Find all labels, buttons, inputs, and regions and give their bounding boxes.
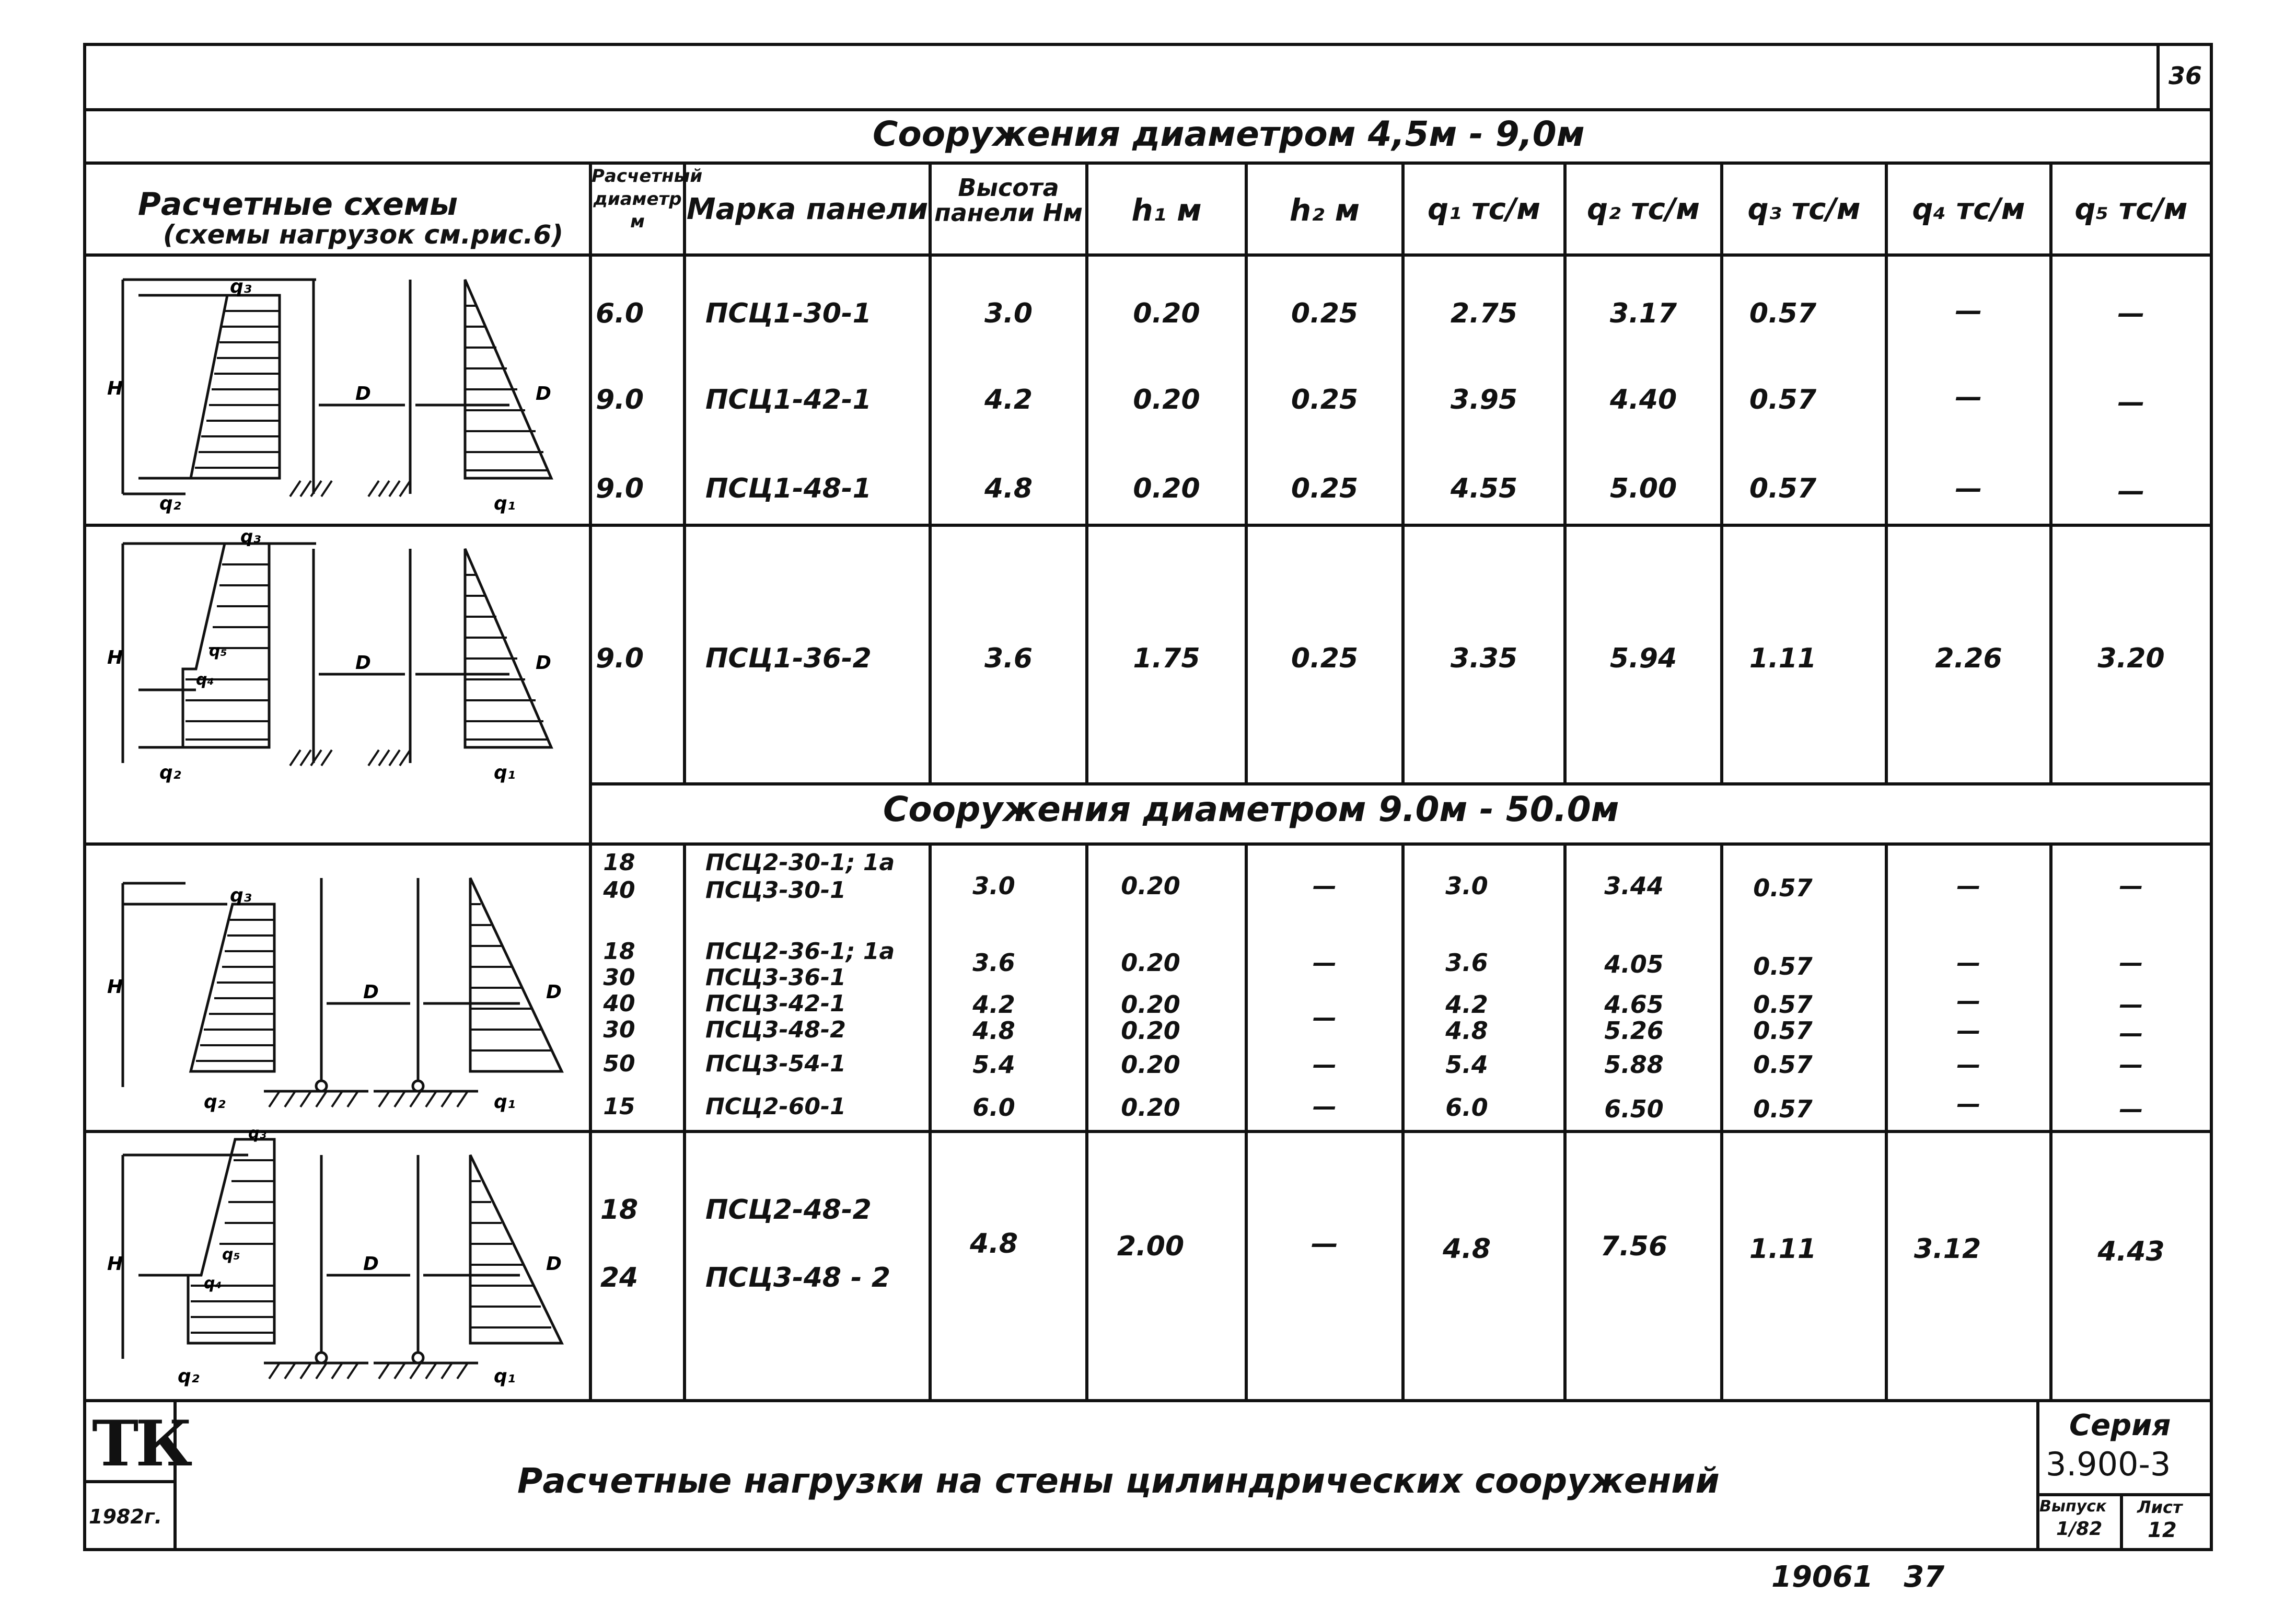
g3-q4-0: — [1956,872,1981,900]
g1-h1-0: 0.20 [1133,298,1200,329]
g3-diam-3: 30 [603,964,635,991]
sheet-value: 12 [2148,1518,2177,1542]
g3-q5-5: — [2119,1095,2143,1123]
g3-h1-1: 0.20 [1121,949,1180,977]
g1-q3-0: 0.57 [1749,298,1817,329]
g2-h2: 0.25 [1291,643,1359,674]
g4-mark-0: ПСЦ2-48-2 [705,1194,872,1226]
g3-q2-1: 4.05 [1604,950,1664,978]
g3-q3-1: 0.57 [1753,952,1813,980]
label-D-left: D [363,981,379,1003]
label-q3: q₃ [248,1124,266,1142]
g2-q5: 3.20 [2097,643,2165,674]
g3-diam-7: 15 [603,1093,635,1120]
label-D-right: D [536,383,551,405]
g1-diam-2: 9.0 [596,473,644,504]
g3-q4-4: — [1956,1050,1981,1079]
g3-mark-3: ПСЦ3-36-1 [705,964,846,991]
g3-h2-3: — [1313,1050,1337,1079]
header-h2: h₂ м [1289,192,1360,228]
issue-label: Выпуск [2039,1497,2107,1516]
g1-q4-0: — [1955,295,1982,327]
g3-q3-3: 0.57 [1753,1017,1813,1045]
g1-q2-0: 3.17 [1609,298,1677,329]
label-q3: q₃ [240,526,261,547]
g3-q2-4: 5.88 [1604,1050,1664,1079]
g4-mark-1: ПСЦ3-48 - 2 [705,1262,891,1293]
g1-mark-0: ПСЦ1-30-1 [705,298,872,329]
label-q5: q₅ [209,642,227,660]
label-q5: q₅ [222,1245,240,1264]
sheet-number: 36 [2169,62,2202,90]
g3-height-3: 4.8 [972,1017,1015,1045]
drawing-title: Расчетные нагрузки на стены цилиндрических сооружений [517,1461,1720,1501]
label-D-left: D [363,1253,379,1275]
section-title-diameter-large: Сооружения диаметром 9.0м - 50.0м [883,789,1619,829]
label-D-left: D [355,383,371,405]
label-H: H [107,976,123,998]
g1-height-0: 3.0 [984,298,1033,329]
g1-diam-1: 9.0 [596,384,644,415]
label-q1: q₁ [494,762,516,783]
g3-diam-6: 50 [603,1050,635,1077]
load-scheme-3 [91,852,588,1124]
g3-h1-3: 0.20 [1121,1017,1180,1045]
series-value: 3.900-3 [2046,1445,2171,1483]
footer-number: 19061 37 [1771,1560,1945,1594]
g1-mark-1: ПСЦ1-42-1 [705,384,872,415]
label-q3: q₃ [230,885,252,906]
g1-q1-0: 2.75 [1450,298,1518,329]
g3-mark-0: ПСЦ2-30-1; 1а [705,849,895,876]
g3-q5-1: — [2119,949,2143,977]
g3-height-2: 4.2 [972,990,1015,1019]
g1-q5-2: — [2117,476,2145,507]
header-scheme-note: (схемы нагрузок см.рис.6) [163,220,564,250]
g2-h1: 1.75 [1133,643,1200,674]
g3-q1-5: 6.0 [1445,1093,1488,1122]
label-q2: q₂ [159,762,181,783]
g1-height-2: 4.8 [984,473,1033,504]
g4-q2: 7.56 [1600,1231,1668,1262]
label-D-left: D [355,652,371,674]
g3-diam-0: 18 [603,849,635,876]
header-q2: q₂ тс/м [1587,192,1700,226]
g3-h2-4: — [1313,1092,1337,1121]
issue-value: 1/82 [2056,1518,2103,1540]
section-title-diameter-small: Сооружения диаметром 4,5м - 9,0м [873,114,1585,154]
g1-h1-2: 0.20 [1133,473,1200,504]
g1-q5-0: — [2117,298,2145,329]
label-q1: q₁ [494,1366,516,1387]
g4-q3: 1.11 [1749,1233,1817,1265]
header-q3: q₃ тс/м [1747,192,1861,226]
g3-h1-2: 0.20 [1121,990,1180,1019]
g1-diam-0: 6.0 [596,298,644,329]
load-scheme-2 [91,526,588,789]
g3-mark-7: ПСЦ2-60-1 [705,1093,846,1120]
g3-q4-1: — [1956,949,1981,977]
g3-q3-4: 0.57 [1753,1050,1813,1079]
g3-h1-4: 0.20 [1121,1050,1180,1079]
header-q1: q₁ тс/м [1428,192,1540,226]
g2-q3: 1.11 [1749,643,1817,674]
g1-height-1: 4.2 [984,384,1033,415]
g3-q1-0: 3.0 [1445,872,1488,900]
g1-h2-0: 0.25 [1291,298,1359,329]
g2-q4: 2.26 [1935,643,2002,674]
logo: ТК [92,1407,190,1481]
g3-h2-0: — [1313,872,1337,900]
g3-mark-5: ПСЦ3-48-2 [705,1017,846,1043]
g3-height-5: 6.0 [972,1093,1015,1122]
g3-height-4: 5.4 [972,1050,1015,1079]
g3-diam-1: 40 [603,877,635,904]
g3-diam-4: 40 [603,990,635,1017]
g3-h1-0: 0.20 [1121,872,1180,900]
g3-mark-4: ПСЦ3-42-1 [705,990,846,1017]
sheet-label: Лист [2137,1497,2183,1517]
header-diameter [592,166,703,233]
g3-q1-4: 5.4 [1445,1050,1488,1079]
g3-diam-2: 18 [603,938,635,965]
label-q2: q₂ [159,493,181,514]
g3-q1-2: 4.2 [1445,990,1488,1019]
label-D-right: D [536,652,551,674]
header-diameter-line3: м [630,211,645,233]
g4-q1: 4.8 [1442,1233,1491,1265]
g1-mark-2: ПСЦ1-48-1 [705,473,872,504]
g3-diam-5: 30 [603,1017,635,1043]
g3-q4-3: — [1956,1017,1981,1045]
header-scheme [89,188,585,249]
g2-mark: ПСЦ1-36-2 [705,643,872,674]
label-q2: q₂ [204,1091,226,1113]
g3-q2-2: 4.65 [1604,990,1664,1019]
label-q4: q₄ [204,1274,222,1292]
header-diameter-line1: Расчетный [592,166,703,187]
label-D-right: D [546,981,562,1003]
g3-q1-3: 4.8 [1445,1017,1488,1045]
g1-q1-2: 4.55 [1450,473,1518,504]
g2-height: 3.6 [984,643,1033,674]
g3-height-0: 3.0 [972,872,1015,900]
header-panel-mark: Марка панели [686,192,929,226]
year: 1982г. [89,1505,163,1528]
header-q4: q₄ тс/м [1912,192,2025,226]
label-H: H [107,1253,123,1275]
g3-mark-2: ПСЦ2-36-1; 1а [705,938,895,965]
g1-q3-2: 0.57 [1749,473,1817,504]
g3-q5-3: — [2119,1019,2143,1047]
label-q1: q₁ [494,493,516,514]
g3-mark-1: ПСЦ3-30-1 [705,877,846,904]
g3-q1-1: 3.6 [1445,949,1488,977]
g4-q5: 4.43 [2097,1236,2165,1267]
header-q5: q₅ тс/м [2074,192,2188,226]
g2-q2: 5.94 [1609,643,1677,674]
g1-h1-1: 0.20 [1133,384,1200,415]
label-q2: q₂ [178,1366,200,1387]
g3-q4-2: — [1956,987,1981,1015]
g3-q3-2: 0.57 [1753,990,1813,1019]
g4-h1: 2.00 [1117,1231,1185,1262]
g3-h2-1: — [1313,949,1337,977]
header-diameter-line2: диаметр [593,188,682,210]
g1-h2-2: 0.25 [1291,473,1359,504]
g1-h2-1: 0.25 [1291,384,1359,415]
g1-q4-2: — [1955,473,1982,504]
header-height-line1: Высота [958,174,1059,202]
g4-q4: 3.12 [1914,1233,1981,1265]
label-H: H [107,378,123,399]
g3-q2-5: 6.50 [1604,1095,1664,1123]
g1-q2-2: 5.00 [1609,473,1677,504]
g4-height: 4.8 [969,1228,1018,1260]
g3-q3-5: 0.57 [1753,1095,1813,1123]
g1-q1-1: 3.95 [1450,384,1518,415]
header-scheme-label: Расчетные схемы [137,186,458,223]
g3-q2-3: 5.26 [1604,1017,1664,1045]
label-q1: q₁ [494,1091,516,1113]
g2-q1: 3.35 [1450,643,1518,674]
g3-h2-2: — [1313,1003,1337,1032]
load-scheme-1 [91,264,588,520]
header-panel-height [931,175,1086,226]
g4-h2: — [1311,1228,1338,1260]
g1-q3-1: 0.57 [1749,384,1817,415]
g3-q3-0: 0.57 [1753,874,1813,902]
g3-height-1: 3.6 [972,949,1015,977]
g3-q5-2: — [2119,990,2143,1019]
g1-q2-1: 4.40 [1609,384,1677,415]
label-H: H [107,647,123,668]
load-scheme-4 [91,1124,588,1395]
label-D-right: D [546,1253,562,1275]
label-q3: q₃ [230,276,252,297]
g1-q5-1: — [2117,387,2145,418]
g3-q2-0: 3.44 [1604,872,1664,900]
header-height-line2: панели Нм [934,199,1083,227]
g3-q5-0: — [2119,872,2143,900]
g1-q4-1: — [1955,382,1982,413]
label-q4: q₄ [196,671,214,689]
g3-q5-4: — [2119,1050,2143,1079]
g3-q4-5: — [1956,1090,1981,1118]
g4-diam-1: 24 [600,1262,639,1293]
g4-diam-0: 18 [600,1194,639,1226]
header-h1: h₁ м [1131,192,1202,228]
g3-h1-5: 0.20 [1121,1093,1180,1122]
series-label: Серия [2069,1408,2171,1442]
g2-diam: 9.0 [596,643,644,674]
g3-mark-6: ПСЦ3-54-1 [705,1050,846,1077]
